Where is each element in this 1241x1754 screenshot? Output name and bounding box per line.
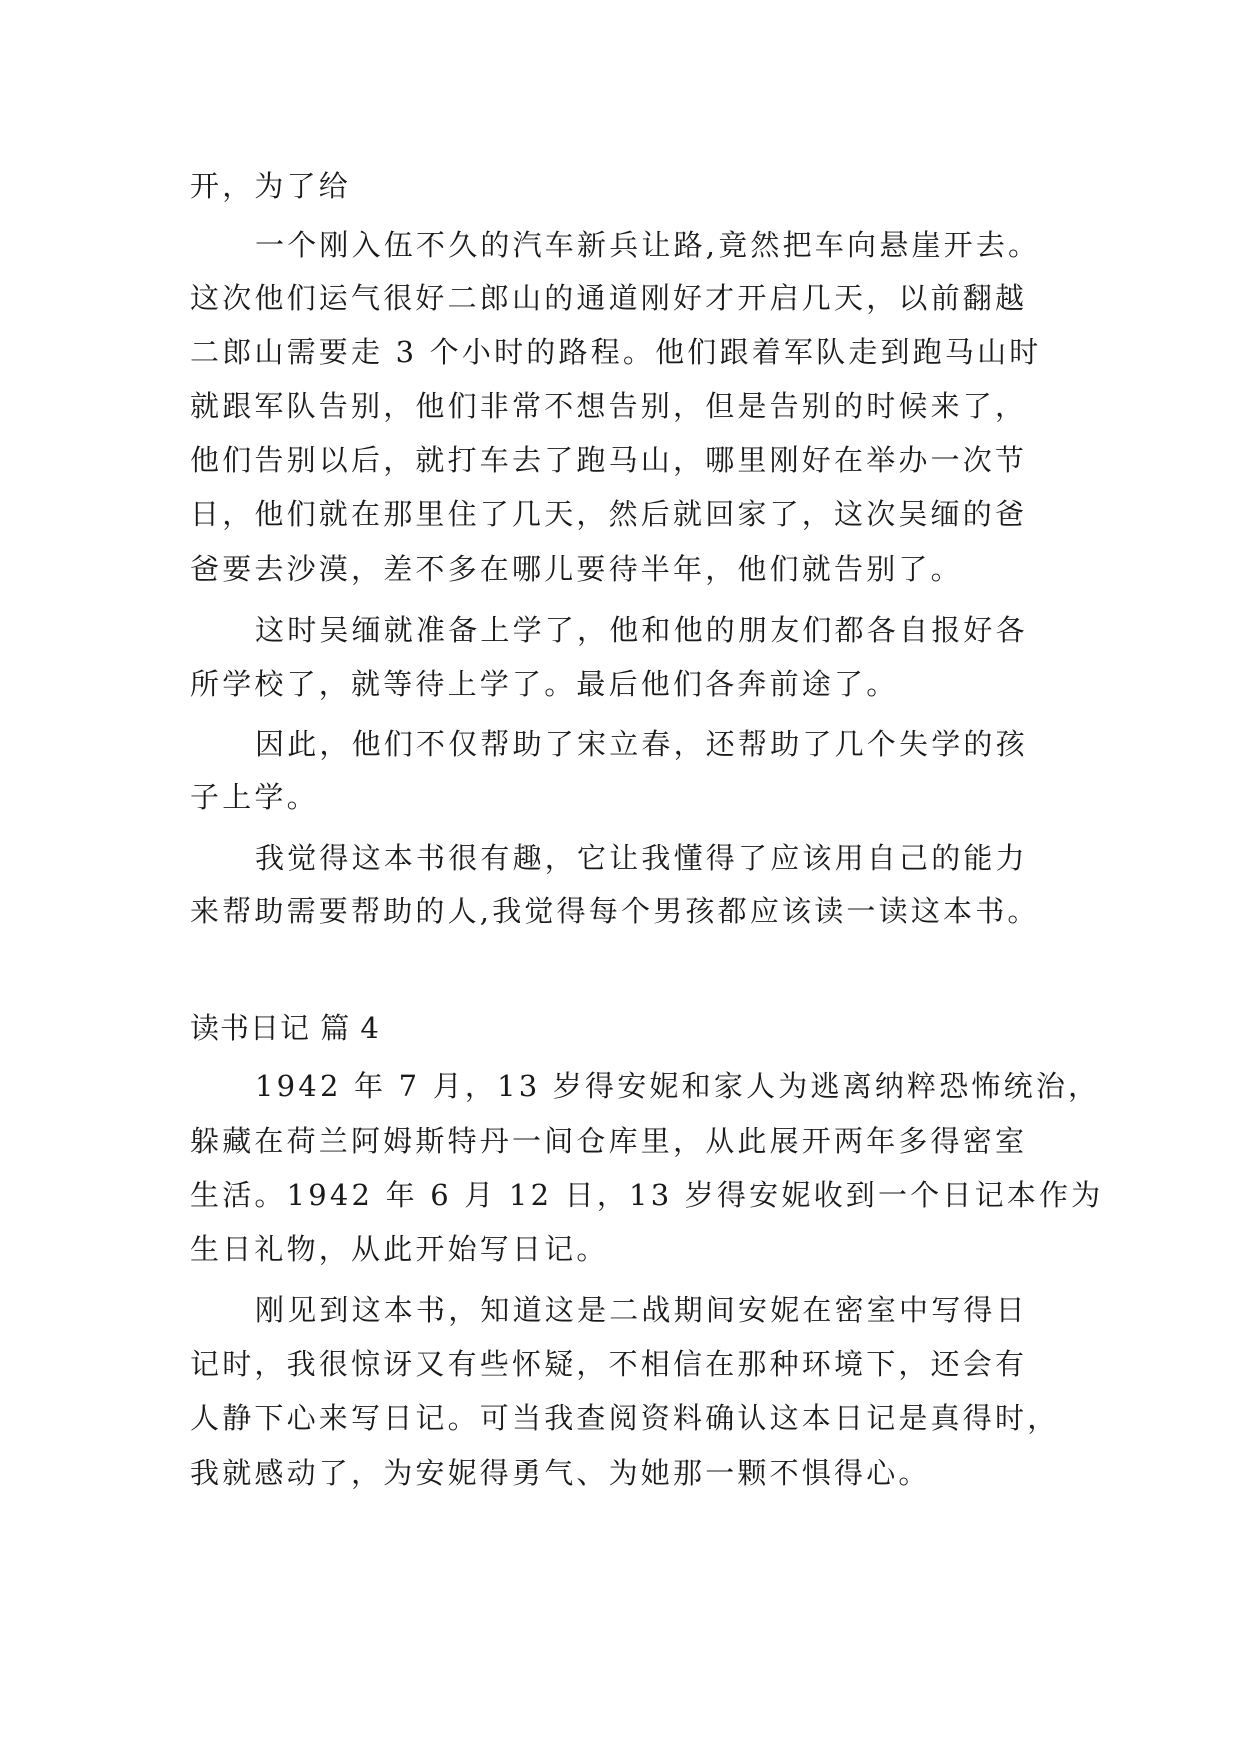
- text-line: 生活。1942 年 6 月 12 日，13 岁得安妮收到一个日记本作为: [190, 1178, 1104, 1212]
- text-line: 生日礼物，从此开始写日记。: [190, 1232, 609, 1266]
- text-line: 这次他们运气很好二郎山的通道刚好才开启几天，以前翻越: [190, 281, 1028, 315]
- paragraph-start-line: 因此，他们不仅帮助了宋立春，还帮助了几个失学的孩: [255, 727, 1028, 761]
- paragraph-start-line: 这时吴缅就准备上学了，他和他的朋友们都各自报好各: [255, 613, 1028, 647]
- text-line: 日，他们就在那里住了几天，然后就回家了，这次吴缅的爸: [190, 497, 1028, 531]
- text-line: 来帮助需要帮助的人,我觉得每个男孩都应该读一读这本书。: [190, 894, 1040, 928]
- text-line: 子上学。: [190, 780, 319, 814]
- text-line: 就跟军队告别，他们非常不想告别，但是告别的时候来了，: [190, 389, 1028, 423]
- paragraph-start-line: 1942 年 7 月，13 岁得安妮和家人为逃离纳粹恐怖统治，: [255, 1069, 1101, 1103]
- text-line: 二郎山需要走 3 个小时的路程。他们跟着军队走到跑马山时: [190, 335, 1042, 369]
- text-line: 记时，我很惊讶又有些怀疑，不相信在那种环境下，还会有: [190, 1347, 1028, 1381]
- text-line: 躲藏在荷兰阿姆斯特丹一间仓库里，从此展开两年多得密室: [190, 1124, 1028, 1158]
- paragraph-start-line: 一个刚入伍不久的汽车新兵让路,竟然把车向悬崖开去。: [255, 228, 1041, 262]
- paragraph-start-line: 我觉得这本书很有趣，它让我懂得了应该用自己的能力: [255, 841, 1028, 875]
- text-line: 开，为了给: [190, 169, 352, 203]
- text-line: 他们告别以后，就打车去了跑马山，哪里刚好在举办一次节: [190, 443, 1028, 477]
- text-line: 我就感动了，为安妮得勇气、为她那一颗不惧得心。: [190, 1456, 931, 1490]
- text-line: 人静下心来写日记。可当我查阅资料确认这本日记是真得时，: [190, 1401, 1060, 1435]
- text-line: 爸要去沙漠，差不多在哪儿要待半年，他们就告别了。: [190, 552, 963, 586]
- section-heading: 读书日记 篇 4: [190, 1011, 380, 1045]
- paragraph-start-line: 刚见到这本书，知道这是二战期间安妮在密室中写得日: [255, 1293, 1028, 1327]
- text-line: 所学校了，就等待上学了。最后他们各奔前途了。: [190, 667, 899, 701]
